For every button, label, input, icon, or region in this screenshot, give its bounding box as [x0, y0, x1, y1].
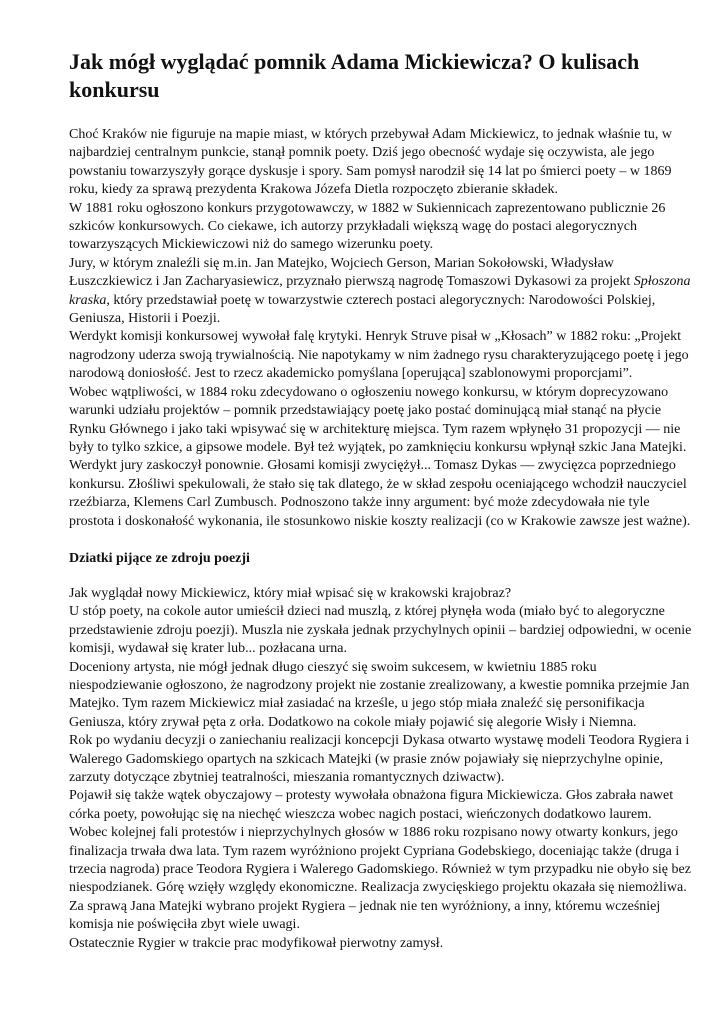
paragraph-1881-contest: W 1881 roku ogłoszono konkurs przygotowawczy, w 1882 w Sukiennicach zaprezentowano publicznie 26 szkiców konkursowych. Co ciekawe, ich autorzy przykładali większą wagę do postaci alegorycznych towarzyszących Mickiewiczowi niż do samego wizerunku poety. — [69, 200, 666, 253]
paragraph-exhibition: Rok po wydaniu decyzji o zaniechaniu realizacji koncepcji Dykasa otwarto wystawę modeli Teodora Rygiera i Walerego Gadomskiego opartych na szkicach Matejki (w prasie znów pojawiały się nieprzychylne opinie, zarzuty dotyczące zbytniej teatralności, mieszania romantycznych dziwactw). — [69, 733, 690, 785]
paragraph-final: Ostatecznie Rygier w trakcie prac modyfikował pierwotny zamysł. — [69, 935, 444, 951]
paragraph-1884-contest: Wobec wątpliwości, w 1884 roku zdecydowano o ogłoszeniu nowego konkursu, w którym doprecyzowano warunki udziału projektów – pomnik przedstawiający poetę jako postać dominującą miał stanąć na płycie Rynku Głównego i jako taki wpisywać się w architekturę miejsca. Tym razem wpłynęło 31 propozycji — nie były to tylko szkice, a gipsowe modele. Był też wyjątek, po zamknięciu konkursu wpłynął szkic Jana Matejki. Werdykt jury zaskoczył ponownie. Głosami komisji zwyciężył... Tomasz Dykas — zwycięzca poprzedniego konkursu. Złośliwi spekulowali, że stało się tak dlatego, że w skład zespołu oceniającego wchodził nauczyciel rzeźbiarza, Klemens Carl Zumbusch. Podnoszono także inny argument: być może zdecydowała nie tyle prostota i doskonałość wykonania, ile stosunkowo niskie koszty realizacji (co w Krakowie zawsze jest ważne). — [69, 384, 691, 529]
paragraph-intro: Choć Kraków nie figuruje na mapie miast, w których przebywał Adam Mickiewicz, to jednak właśnie tu, w najbardziej centralnym punkcie, stanął pomnik poety. Dziś jego obecność wydaje się oczywista, ale jego powstaniu towarzyszyły gorące dyskusje i spory. Sam pomysł narodził się 14 lat po śmierci poety – w 1869 roku, kiedy za sprawą prezydenta Krakowa Józefa Dietla rozpoczęto zbieranie składek. — [69, 127, 672, 198]
project-title-italic: Spłoszona kraska — [69, 274, 691, 308]
jury-text-before: Jury, w którym znaleźli się m.in. Jan Matejko, Wojciech Gerson, Marian Sokołowski, Władysław Łuszczkiewicz i Jan Zacharyasiewicz, przyznało pierwszą nagrodę Tomaszowi Dykasowi za projekt — [69, 255, 634, 290]
document-page — [69, 48, 693, 953]
paragraph-question: Jak wyglądał nowy Mickiewicz, który miał wpisać się w krakowski krajobraz? — [69, 585, 512, 601]
article-section-intro — [69, 126, 693, 531]
jury-text-after: , który przedstawiał poetę w towarzystwie czterech postaci alegorycznych: Narodowości Polskiej, Geniusza, Historii i Poezji. — [69, 292, 656, 327]
section-heading: Dziatki pijące ze zdroju poezji — [69, 550, 250, 566]
article-title: Jak mógł wyglądać pomnik Adama Mickiewicza? O kulisach konkursu — [69, 49, 640, 102]
paragraph-morals: Pojawił się także wątek obyczajowy – protesty wywołała obnażona figura Mickiewicza. Głos zabrała nawet córka poety, powołując się na niechęć wieszcza wobec nagich postaci, wieńczonych dodatkowo laurem. — [69, 788, 674, 822]
paragraph-matejko: Doceniony artysta, nie mógł jednak długo cieszyć się swoim sukcesem, w kwietniu 1885 roku niespodziewanie ogłoszono, że nagrodzony projekt nie zostanie zrealizowany, a kwestie pomnika przejmie Jan Matejko. Tym razem Mickiewicz miał zasiadać na krześle, u jego stóp miała znaleźć się personifikacja Geniusza, który zrywał pęta z orła. Dodatkowo na cokole miały pojawić się alegorie Wisły i Niemna. — [69, 659, 690, 730]
paragraph-1886-contest: Wobec kolejnej fali protestów i nieprzychylnych głosów w 1886 roku rozpisano nowy otwarty konkurs, jego finalizacja trwała dwa lata. Tym razem wyróżniono projekt Cypriana Godebskiego, doceniając także (druga i trzecia nagroda) prace Teodora Rygiera i Walerego Gadomskiego. Również w tym przypadku nie obyło się bez niespodzianek. Górę wzięły względy ekonomiczne. Realizacja zwycięskiego projektu okazała się niemożliwa. Za sprawą Jana Matejki wybrano projekt Rygiera – jednak nie ten wyróżniony, a inny, któremu wcześniej komisja nie poświęciła zbyt wiele uwagi. — [69, 825, 691, 933]
paragraph-jury — [69, 255, 693, 329]
paragraph-criticism: Werdykt komisji konkursowej wywołał falę krytyki. Henryk Struve pisał w „Kłosach” w 1882 roku: „Projekt nagrodzony uderza swoją trywialnością. Nie napotykamy w nim żadnego rysu charakteryzującego poetę i jego narodową doniosłość. Jest to rzecz akademicko pomyślana [operująca] szablonowymi proporcjami”. — [69, 329, 689, 382]
article-section-poetry — [69, 585, 693, 953]
paragraph-fountain: U stóp poety, na cokole autor umieścił dzieci nad muszlą, z której płynęła woda (miało być to alegoryczne przedstawienie zdroju poezji). Muszla nie zyskała jednak przychylnych opinii – bardziej odpowiedni, w ocenie komisji, wydawał się krater lub... pozłacana urna. — [69, 604, 692, 657]
